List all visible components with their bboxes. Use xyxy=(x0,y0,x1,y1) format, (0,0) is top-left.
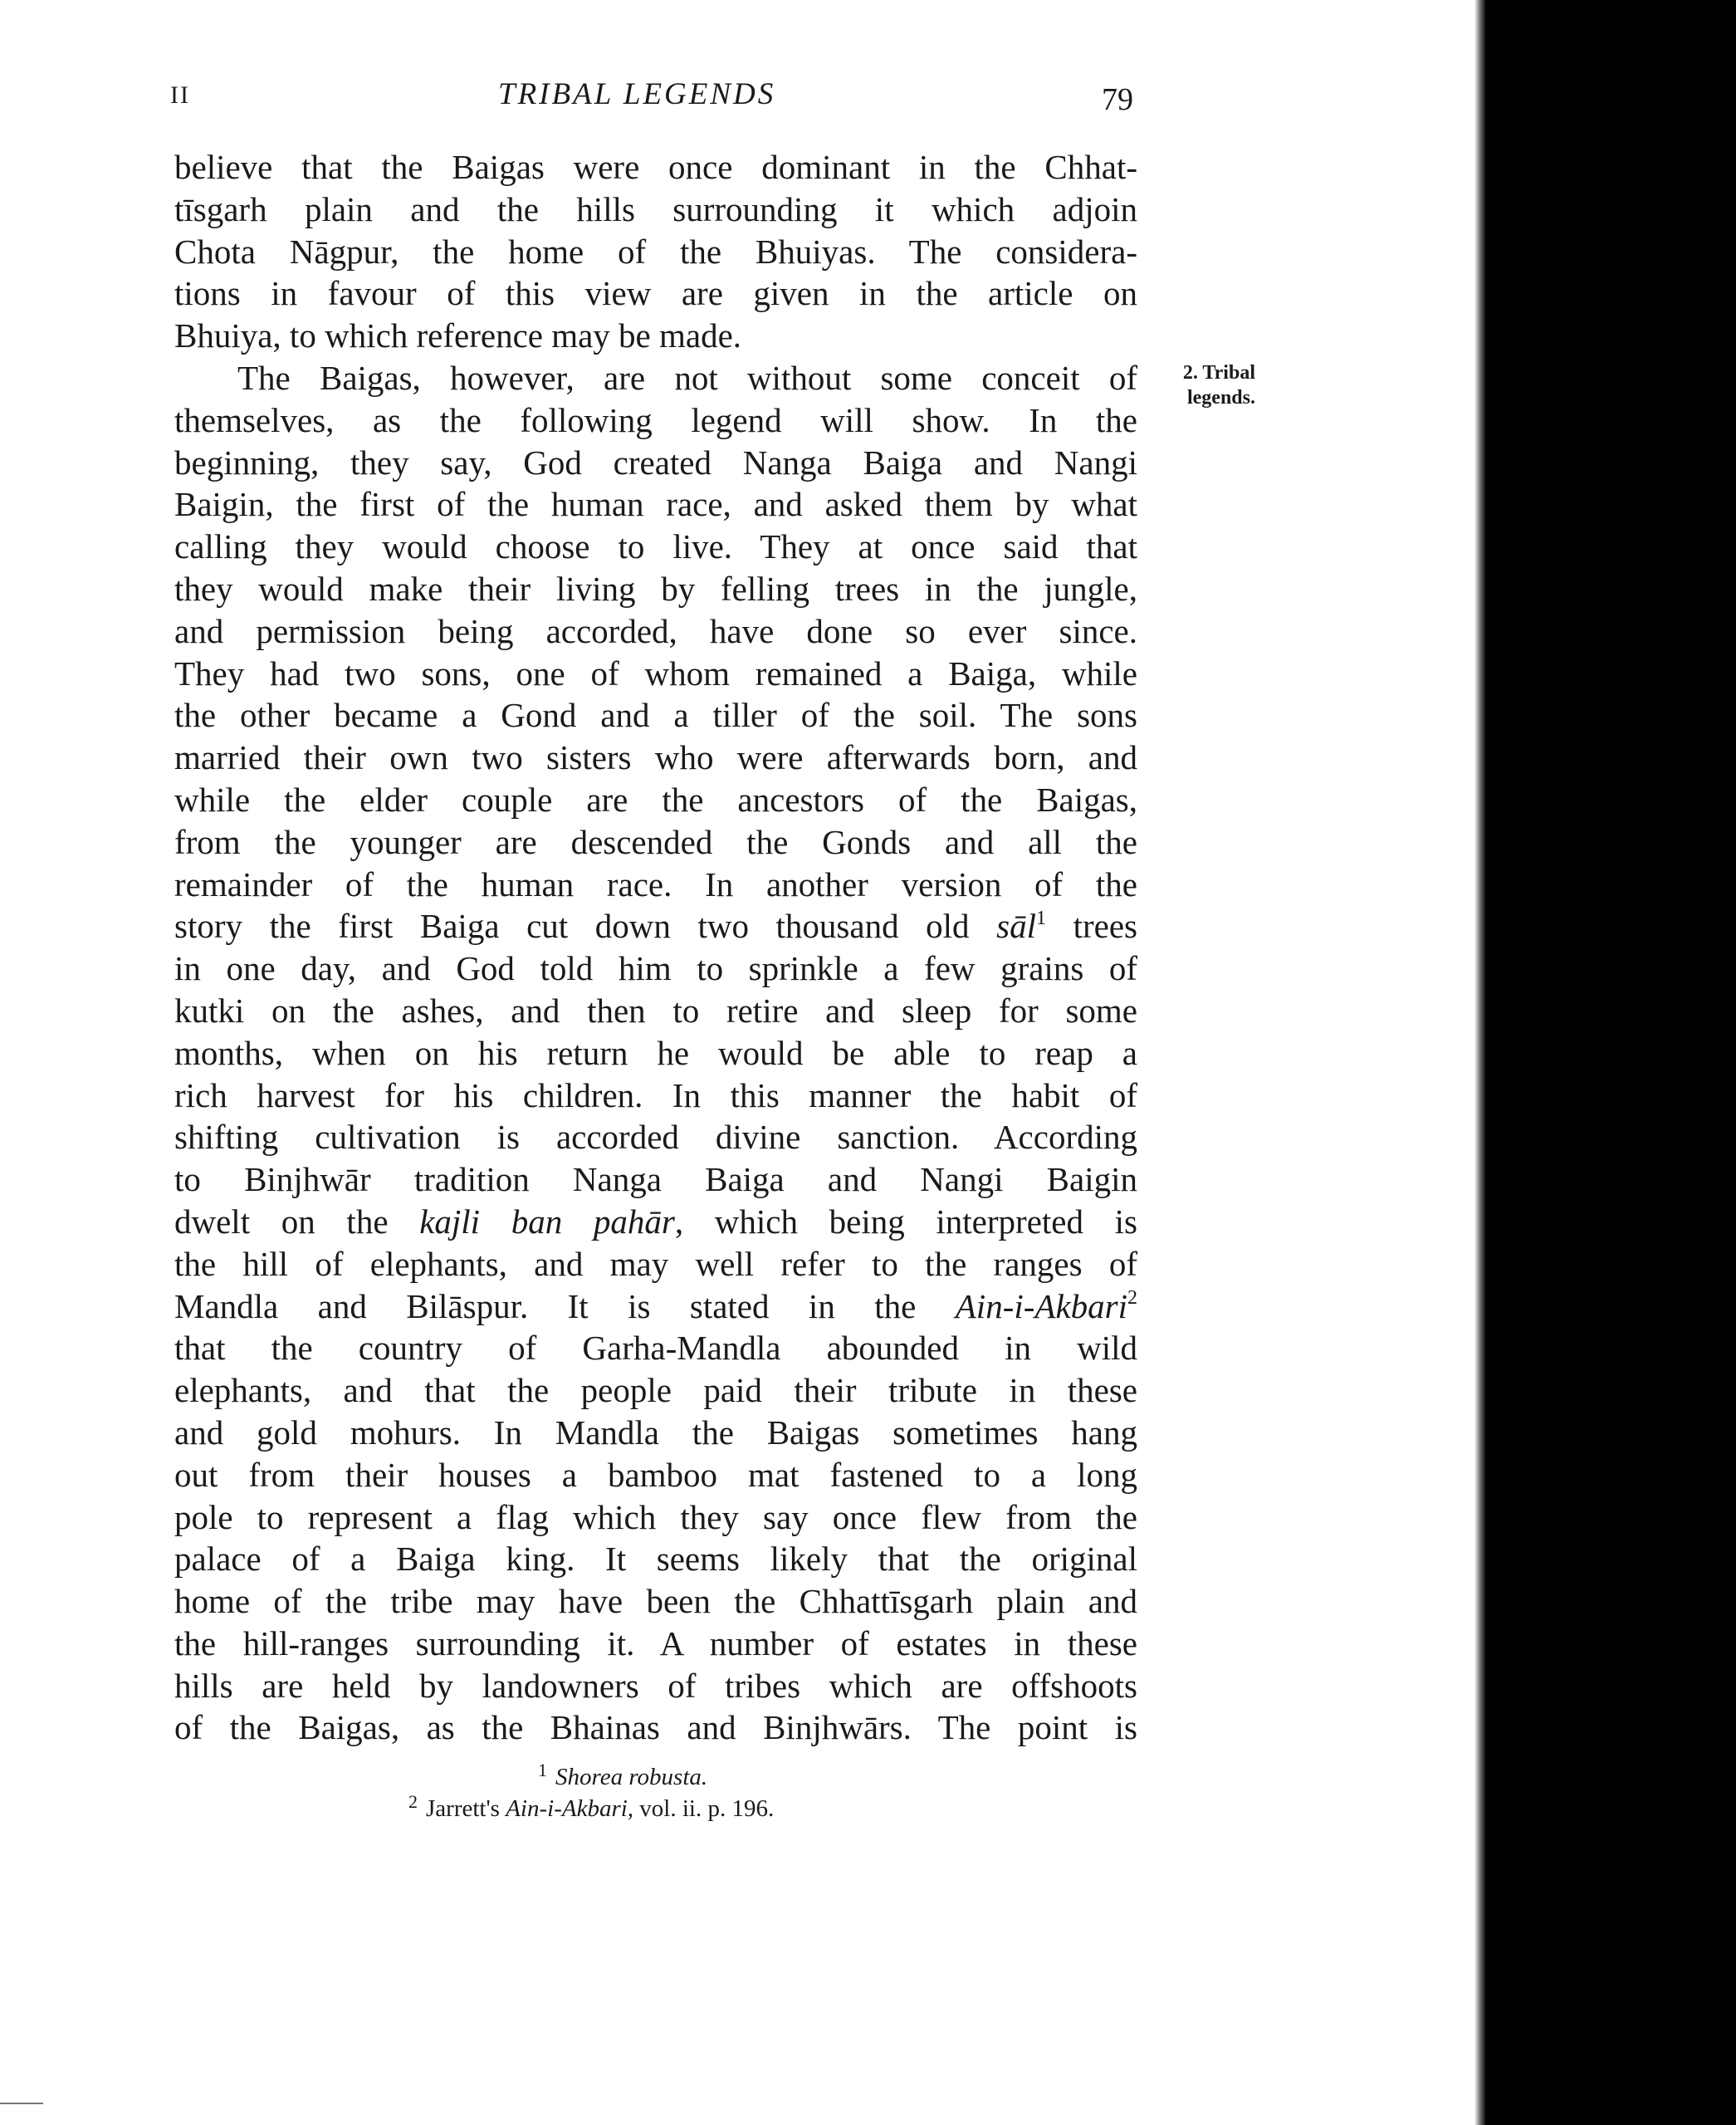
text-line: the hill-ranges surrounding it. A number of estates in these xyxy=(174,1623,1137,1662)
page-edge-mark xyxy=(0,2103,43,2104)
text-line: elephants, and that the people paid their tribute in these xyxy=(174,1371,1137,1410)
text-line: in one day, and God told him to sprinkle a few grains of xyxy=(174,949,1137,988)
text-line: and permission being accorded, have done so ever since. xyxy=(174,611,1137,650)
italic-term: kajli ban pahār xyxy=(419,1202,675,1241)
text-line: themselves, as the following legend will show. In the xyxy=(174,400,1137,439)
text-line: Chota Nāgpur, the home of the Bhuiyas. The considera- xyxy=(174,232,1137,271)
text-line: and gold mohurs. In Mandla the Baigas sometimes hang xyxy=(174,1413,1137,1452)
footnote-ref: 1 xyxy=(1036,907,1047,929)
text-line: from the younger are descended the Gonds and all the xyxy=(174,822,1137,861)
footnote-italic: Ain-i-Akbari, xyxy=(506,1795,634,1822)
text-line: tions in favour of this view are given in the article on xyxy=(174,274,1137,313)
text-line: rich harvest for his children. In this manner the habit of xyxy=(174,1075,1137,1114)
text-run: dwelt on the xyxy=(174,1202,420,1241)
text-line: Bhuiya, to which reference may be made. xyxy=(174,316,742,355)
text-line: they would make their living by felling trees in the jungle, xyxy=(174,569,1137,608)
text-line: tīsgarh plain and the hills surrounding it which adjoin xyxy=(174,189,1137,228)
text-line: shifting cultivation is accorded divine sanction. According xyxy=(174,1118,1137,1157)
footnote-text: vol. ii. p. 196. xyxy=(633,1795,775,1822)
text-line: palace of a Baiga king. It seems likely that the original xyxy=(174,1540,1137,1579)
text-line xyxy=(174,905,1137,947)
text-line: beginning, they say, God created Nanga Baiga and Nangi xyxy=(174,443,1137,482)
text-line: out from their houses a bamboo mat fastened to a long xyxy=(174,1455,1137,1494)
footnote-mark: 2 xyxy=(408,1791,418,1812)
text-run: story the first Baiga cut down two thousand old xyxy=(174,907,997,946)
text-line: remainder of the human race. In another version of the xyxy=(174,864,1137,903)
text-line: They had two sons, one of whom remained a Baiga, while xyxy=(174,654,1137,693)
text-line: to Binjhwār tradition Nanga Baiga and Nangi Baigin xyxy=(174,1160,1137,1199)
text-line: calling they would choose to live. They at once said that xyxy=(174,527,1137,566)
text-line: The Baigas, however, are not without some conceit of xyxy=(237,358,1137,397)
text-run: , which being interpreted is xyxy=(674,1202,1137,1241)
text-line: the other became a Gond and a tiller of the soil. The sons xyxy=(174,696,1137,735)
text-run: trees xyxy=(1046,907,1137,946)
footnote-text: Shorea robusta. xyxy=(555,1764,708,1790)
text-line: of the Baigas, as the Bhainas and Binjhwārs. The point is xyxy=(174,1708,1137,1747)
text-line: married their own two sisters who were afterwards born, and xyxy=(174,738,1137,777)
text-line: hills are held by landowners of tribes which are offshoots xyxy=(174,1666,1137,1705)
text-run: Mandla and Bilāspur. It is stated in the xyxy=(174,1286,956,1325)
running-title: TRIBAL LEGENDS xyxy=(498,77,776,111)
text-line xyxy=(174,1201,1137,1243)
margin-note xyxy=(1147,360,1255,410)
binding-edge xyxy=(1486,0,1736,2125)
body-text xyxy=(174,146,1137,1749)
text-line: kutki on the ashes, and then to retire and sleep for some xyxy=(174,991,1137,1030)
text-line: pole to represent a flag which they say once flew from the xyxy=(174,1497,1137,1536)
text-line: the hill of elephants, and may well refer to the ranges of xyxy=(174,1244,1137,1283)
italic-term: Ain-i-Akbari xyxy=(955,1286,1127,1325)
text-line: that the country of Garha-Mandla abounded in wild xyxy=(174,1329,1137,1368)
footnote-mark: 1 xyxy=(538,1760,547,1780)
margin-note-line: 2. Tribal xyxy=(1182,362,1255,384)
footnote-ref: 2 xyxy=(1127,1286,1137,1309)
text-line: months, when on his return he would be able to reap a xyxy=(174,1033,1137,1072)
page-number: 79 xyxy=(1102,82,1133,117)
running-head xyxy=(0,76,1245,126)
text-line xyxy=(174,1285,1137,1328)
text-line: while the elder couple are the ancestors of the Baigas, xyxy=(174,780,1137,819)
text-line: believe that the Baigas were once dominant in the Chhat- xyxy=(174,148,1137,186)
margin-note-line: legends. xyxy=(1186,387,1255,409)
footnote xyxy=(538,1762,707,1794)
text-line: Baigin, the first of the human race, and asked them by what xyxy=(174,485,1137,524)
footnote-text: Jarrett's xyxy=(426,1795,506,1822)
text-line: home of the tribe may have been the Chhattīsgarh plain and xyxy=(174,1582,1137,1621)
chapter-number: II xyxy=(170,81,190,109)
italic-term: sāl xyxy=(996,907,1037,946)
binding-shadow xyxy=(1474,0,1486,2125)
footnote xyxy=(408,1791,775,1825)
